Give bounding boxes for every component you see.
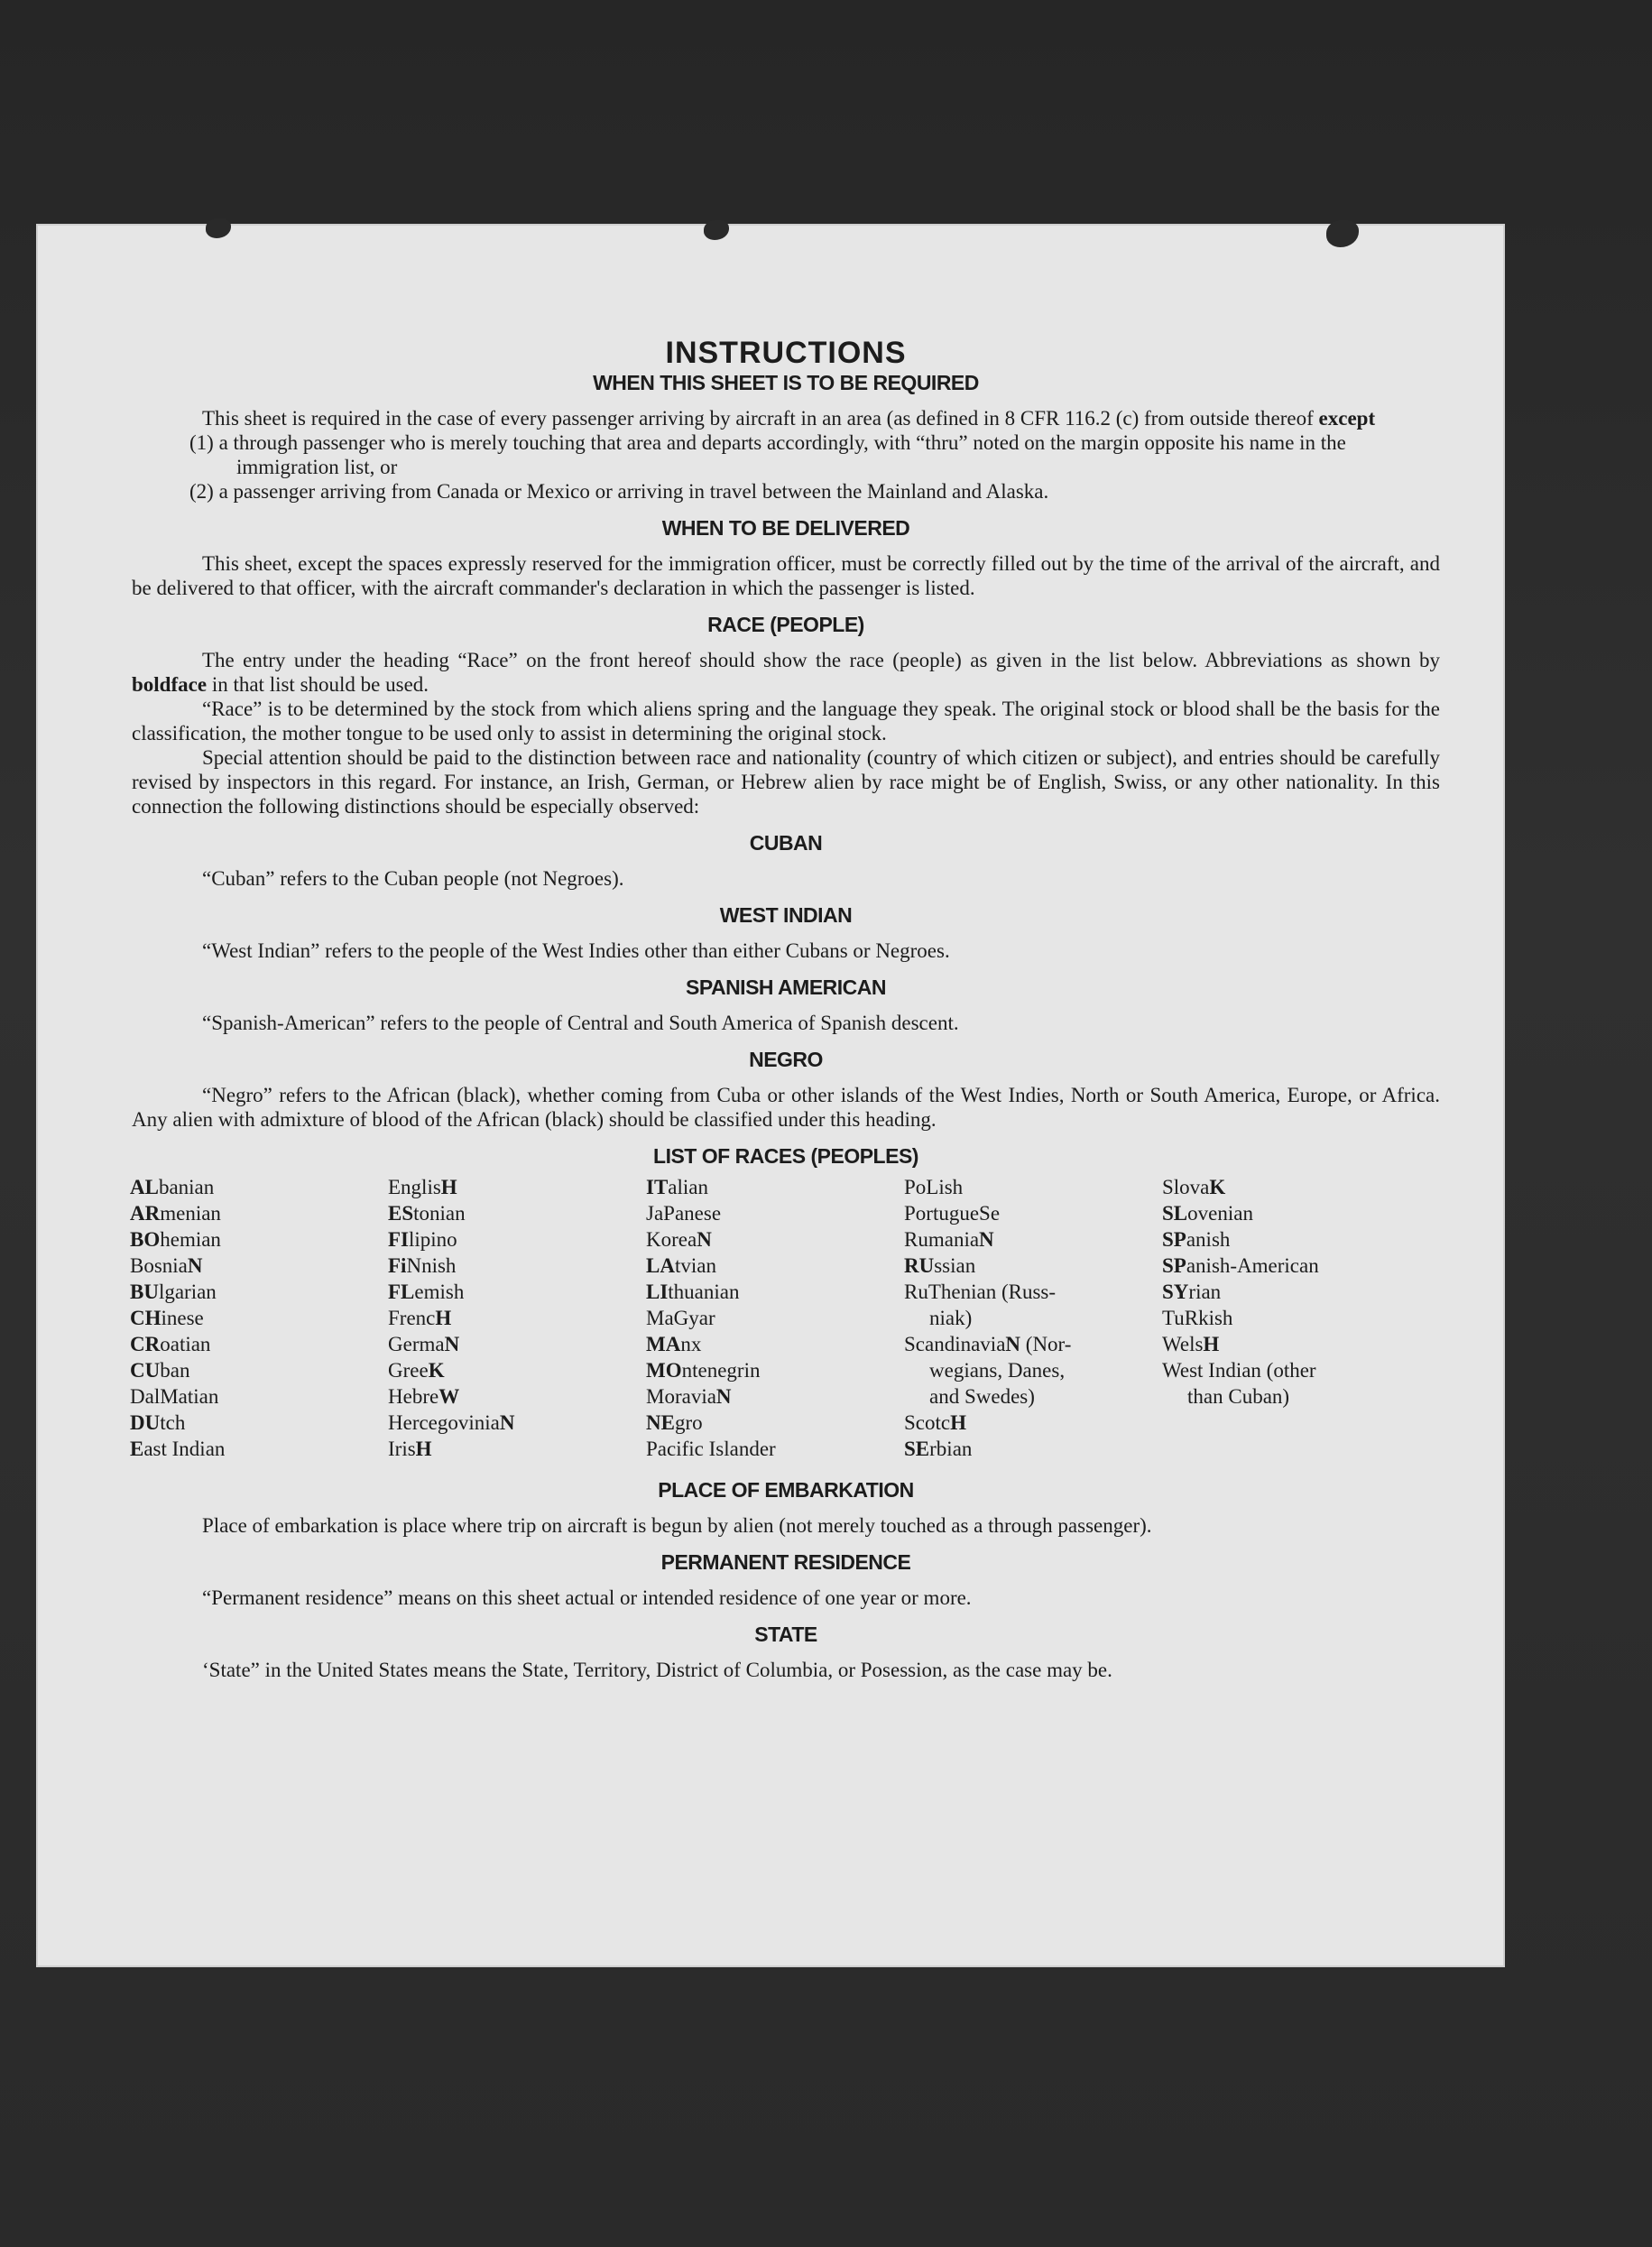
race-entry: KoreaN	[646, 1228, 712, 1251]
race-entry: ScandinaviaN (Nor-	[904, 1333, 1072, 1355]
section-heading: PERMANENT RESIDENCE	[660, 1550, 911, 1574]
race-entry: BOhemian	[130, 1228, 221, 1251]
race-entry: SlovaK	[1162, 1176, 1226, 1198]
race-entry: LIthuanian	[646, 1281, 740, 1303]
punch-hole	[1326, 220, 1359, 247]
paragraph: ‘State” in the United States means the State, Territory, District of Columbia, or Posession, as the case may be.	[202, 1659, 1112, 1681]
section-heading: SPANISH AMERICAN	[685, 976, 886, 999]
race-column	[904, 1174, 1162, 1462]
race-entry: MOntenegrin	[646, 1359, 761, 1382]
race-entry: GreeK	[388, 1359, 445, 1382]
race-entry: PortugueSe	[904, 1202, 1001, 1225]
race-entry: Pacific Islander	[646, 1438, 776, 1460]
race-entry: ITalian	[646, 1176, 708, 1198]
race-entry: BosniaN	[130, 1254, 203, 1277]
race-entry: RuThenian (Russ-	[904, 1281, 1057, 1303]
section-heading: WHEN TO BE DELIVERED	[661, 516, 910, 540]
race-entry: FIlipino	[388, 1228, 457, 1251]
race-entry: ARmenian	[130, 1202, 221, 1225]
race-entry: NEgro	[646, 1411, 703, 1434]
race-entry: DalMatian	[130, 1385, 219, 1408]
race-entry: EStonian	[388, 1202, 466, 1225]
section-heading: NEGRO	[749, 1048, 823, 1071]
section-heading: LIST OF RACES (PEOPLES)	[653, 1144, 918, 1168]
paragraph: “Negro” refers to the African (black), whether coming from Cuba or other islands of the West Indies, North or South America, Europe, or Africa. Any alien with admixture of blood of the African (black) should be classified under this heading.	[132, 1084, 1440, 1131]
race-list	[130, 1174, 1440, 1462]
race-entry: and Swedes)	[929, 1385, 1035, 1408]
race-entry: BUlgarian	[130, 1281, 217, 1303]
race-entry: RumaniaN	[904, 1228, 994, 1251]
race-column	[646, 1174, 904, 1462]
list-item: (1) a through passenger who is merely touching that area and departs accordingly, with “thru” noted on the margin opposite his name in the immigration list, or	[189, 431, 1346, 478]
race-entry: SLovenian	[1162, 1202, 1253, 1225]
race-entry: LAtvian	[646, 1254, 716, 1277]
race-entry: ALbanian	[130, 1176, 215, 1198]
race-entry: FLemish	[388, 1281, 465, 1303]
race-entry: SPanish-American	[1162, 1254, 1319, 1277]
race-entry: West Indian (other	[1162, 1359, 1316, 1382]
document-content	[130, 336, 1440, 1682]
race-entry: SErbian	[904, 1438, 973, 1460]
race-entry: JaPanese	[646, 1202, 722, 1225]
race-entry: IrisH	[388, 1438, 432, 1460]
race-entry: wegians, Danes,	[929, 1359, 1066, 1382]
race-entry: MaGyar	[646, 1307, 715, 1329]
section-heading: STATE	[754, 1623, 817, 1646]
race-column	[130, 1174, 388, 1462]
punch-hole	[704, 220, 729, 240]
paragraph: Place of embarkation is place where trip on aircraft is begun by alien (not merely touched as a through passenger).	[202, 1514, 1152, 1537]
race-entry: than Cuban)	[1187, 1385, 1290, 1408]
paragraph: Special attention should be paid to the distinction between race and nationality (country of which citizen or subject), and entries should be carefully revised by inspectors in this regard. For instance, an Irish, German, or Hebrew alien by race might be of English, Swiss, or any other nationality. In this connection the following distinctions should be especially observed:	[132, 746, 1440, 818]
race-entry: ScotcH	[904, 1411, 966, 1434]
race-entry: East Indian	[130, 1438, 226, 1460]
paragraph: “Spanish-American” refers to the people of Central and South America of Spanish descent.	[202, 1012, 959, 1034]
race-entry: HebreW	[388, 1385, 460, 1408]
race-entry: CUban	[130, 1359, 190, 1382]
race-entry: SPanish	[1162, 1228, 1231, 1251]
race-entry: CHinese	[130, 1307, 204, 1329]
race-entry: WelsH	[1162, 1333, 1220, 1355]
document-sheet	[36, 224, 1505, 1967]
section-heading: RACE (PEOPLE)	[707, 613, 864, 636]
paragraph: “Cuban” refers to the Cuban people (not Negroes).	[202, 867, 624, 890]
paragraph: “West Indian” refers to the people of the West Indies other than either Cubans or Negroes.	[202, 939, 950, 962]
race-entry: CRoatian	[130, 1333, 211, 1355]
race-entry: TuRkish	[1162, 1307, 1233, 1329]
section-heading: WEST INDIAN	[719, 903, 853, 927]
race-entry: DUtch	[130, 1411, 186, 1434]
paragraph: “Race” is to be determined by the stock from which aliens spring and the language they speak. The original stock or blood shall be the basis for the classification, the mother tongue to be used only to assist in determining the original stock.	[132, 698, 1440, 744]
race-entry: MoraviaN	[646, 1385, 732, 1408]
punch-hole	[206, 218, 231, 238]
section-heading: PLACE OF EMBARKATION	[658, 1478, 914, 1502]
race-column	[388, 1174, 646, 1462]
race-entry: PoLish	[904, 1176, 964, 1198]
section-heading: CUBAN	[749, 831, 823, 855]
race-entry: GermaN	[388, 1333, 460, 1355]
race-entry: FiNnish	[388, 1254, 457, 1277]
paragraph: The entry under the heading “Race” on the front hereof should show the race (people) as given in the list below. Abbreviations as shown by boldface in that list should be used.	[132, 649, 1440, 696]
race-entry: FrencH	[388, 1307, 452, 1329]
paragraph: This sheet is required in the case of every passenger arriving by aircraft in an area (as defined in 8 CFR 116.2 (c) from outside thereof except	[202, 407, 1376, 430]
page-title: INSTRUCTIONS	[665, 336, 907, 370]
race-entry: MAnx	[646, 1333, 702, 1355]
paragraph: “Permanent residence” means on this sheet actual or intended residence of one year or more.	[202, 1586, 972, 1609]
section-heading: WHEN THIS SHEET IS TO BE REQUIRED	[593, 371, 979, 394]
race-entry: HercegoviniaN	[388, 1411, 515, 1434]
paragraph: This sheet, except the spaces expressly reserved for the immigration officer, must be correctly filled out by the time of the arrival of the aircraft, and be delivered to that officer, with the aircraft commander's declaration in which the passenger is listed.	[132, 552, 1440, 599]
race-entry: SYrian	[1162, 1281, 1222, 1303]
list-item: (2) a passenger arriving from Canada or Mexico or arriving in travel between the Mainland and Alaska.	[189, 480, 1049, 503]
race-column	[1162, 1174, 1420, 1462]
race-entry: niak)	[929, 1307, 973, 1329]
race-entry: EnglisH	[388, 1176, 457, 1198]
race-entry: RUssian	[904, 1254, 976, 1277]
